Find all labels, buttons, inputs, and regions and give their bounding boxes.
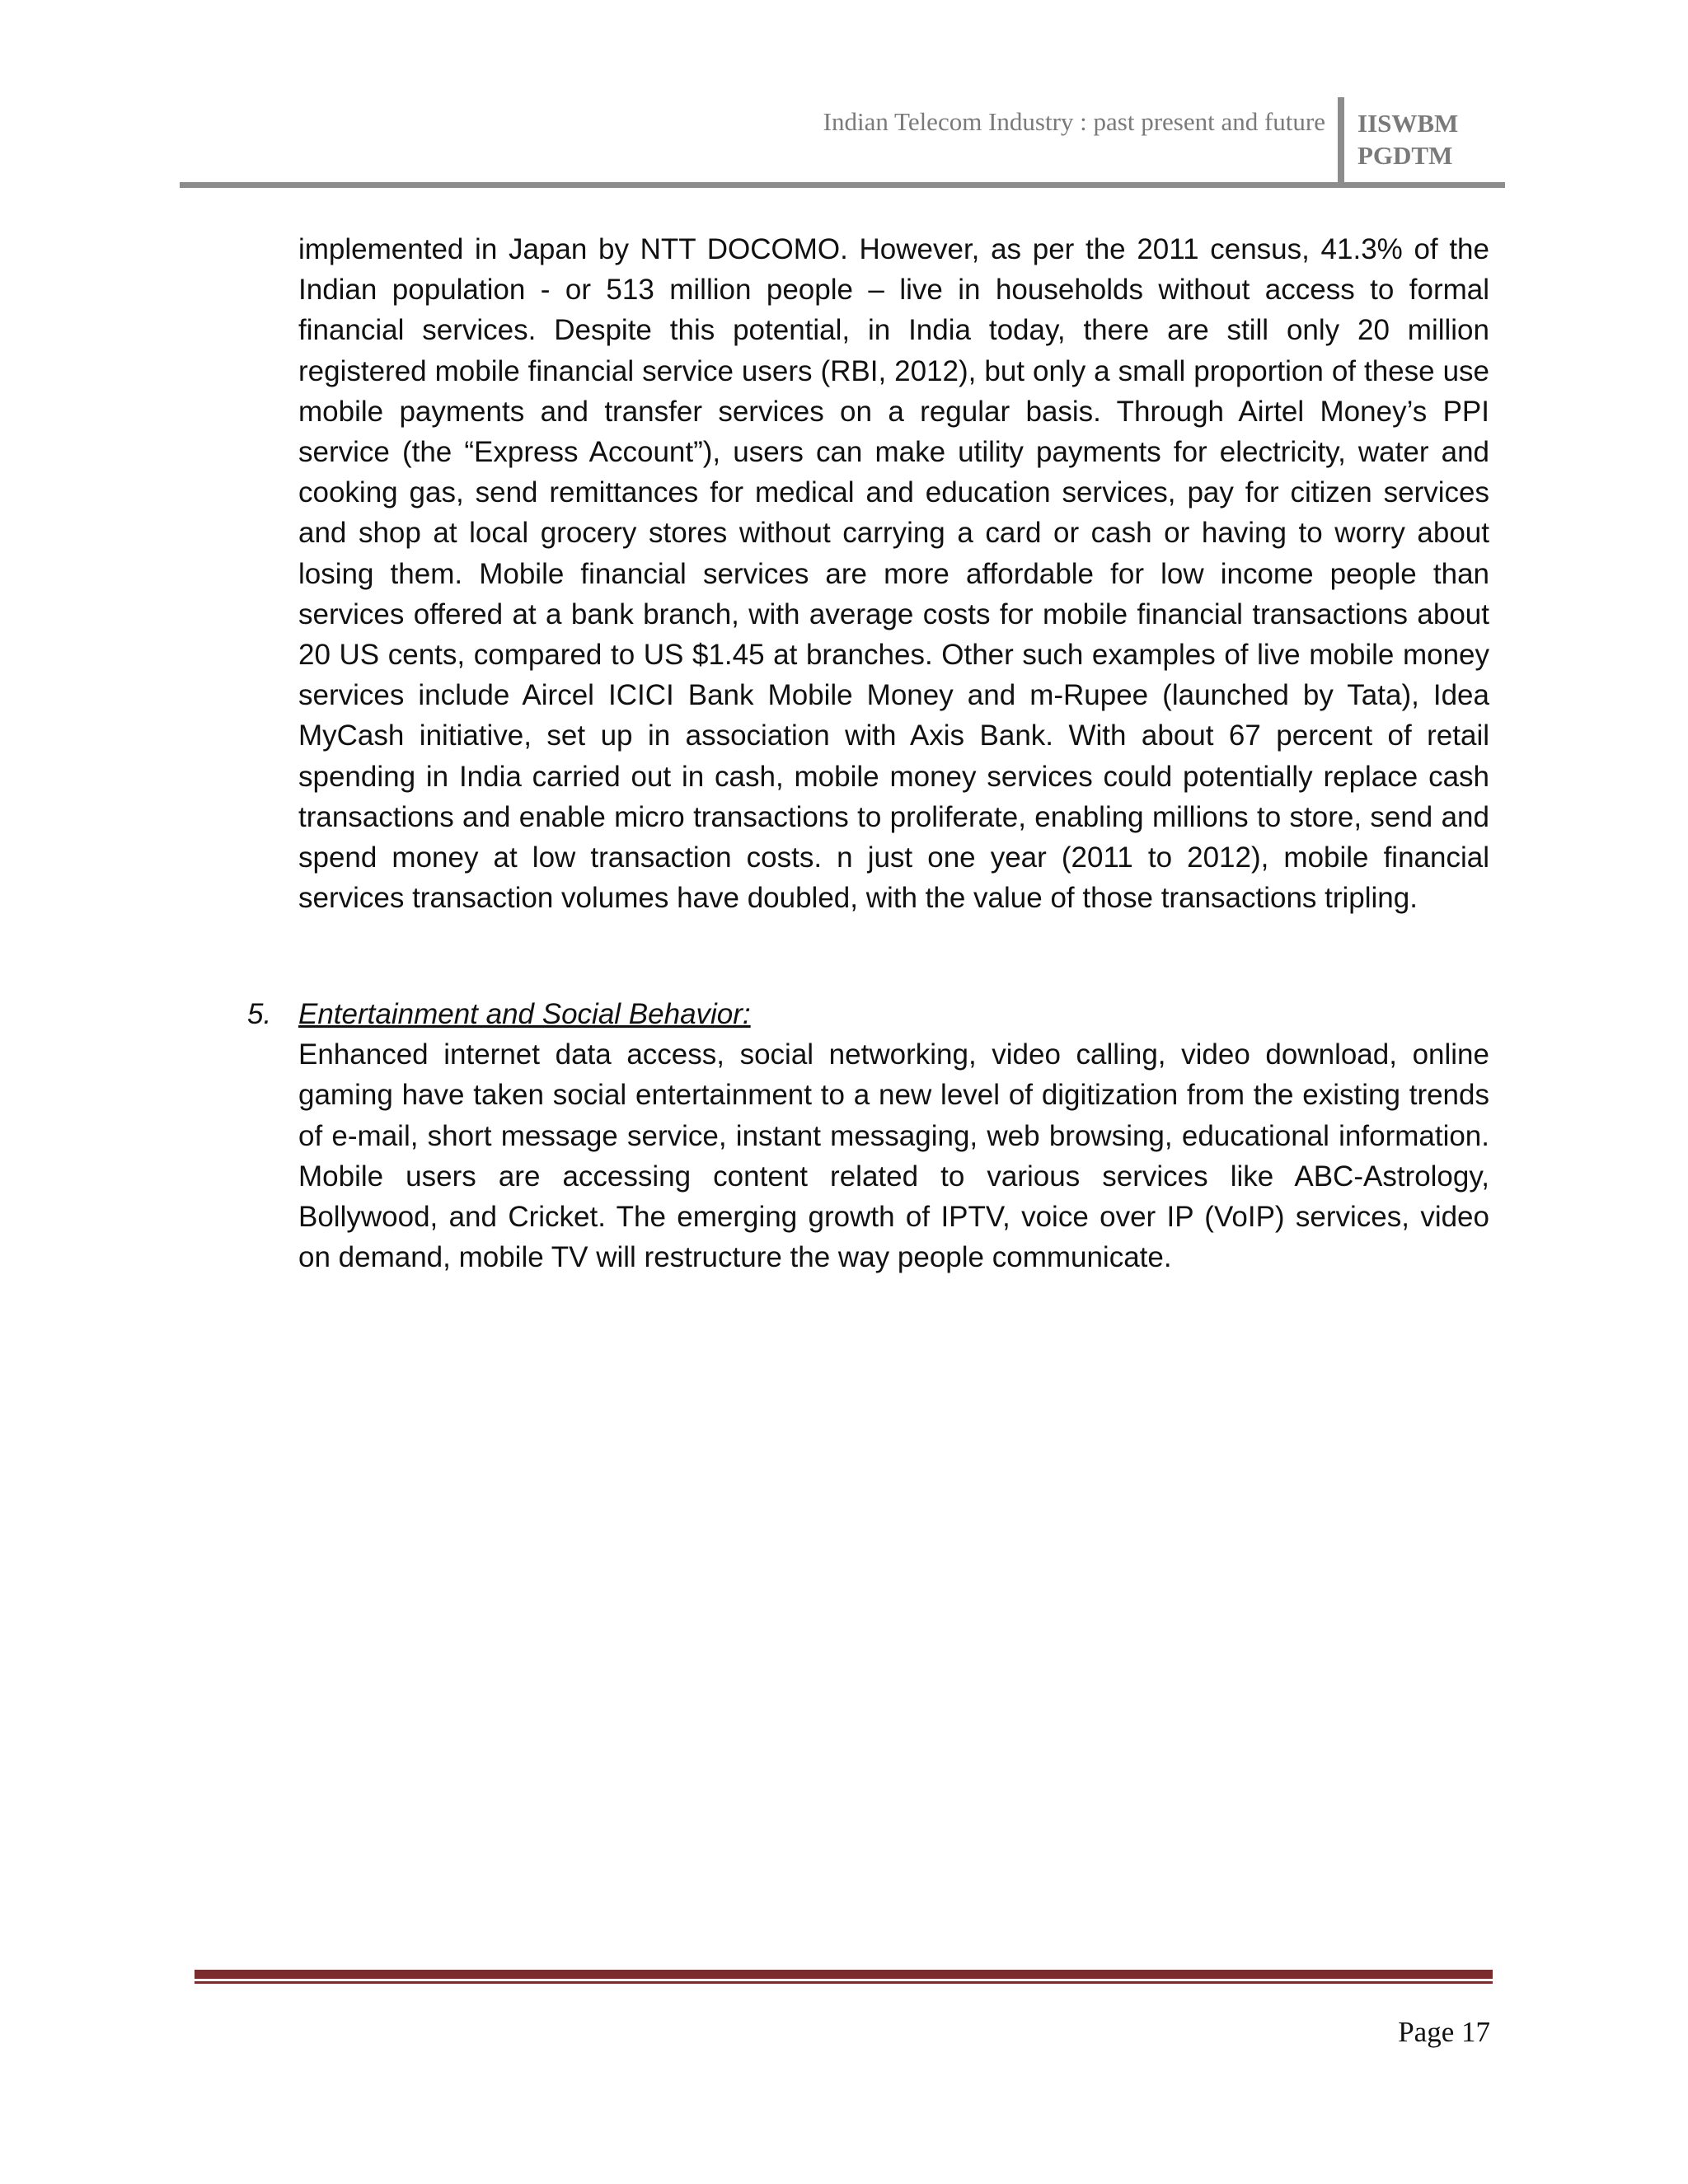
page-number: Page 17 [1398, 2016, 1490, 2048]
main-content [298, 229, 1489, 918]
section-body-paragraph: Enhanced internet data access, social networking, video calling, video download, online gaming have taken social entertainment to a new level of digitization from the existing trends of e-mail, short message service, instant messaging, web browsing, educational information. Mobile users are accessing content related to various services like ABC-Astrology, Bollywood, and Cricket. The emerging growth of IPTV, voice over IP (VoIP) services, video on demand, mobile TV will restructure the way people communicate. [298, 1038, 1489, 1274]
header-vertical-divider [1338, 97, 1344, 188]
footer-rule-thin [195, 1981, 1493, 1984]
body-paragraph: implemented in Japan by NTT DOCOMO. However, as per the 2011 census, 41.3% of the Indian population - or 513 million people – live in households without access to formal financial services. Despite this potential, in India today, there are still only 20 million registered mobile financial service users (RBI, 2012), but only a small proportion of these use mobile payments and transfer services on a regular basis. Through Airtel Money’s PPI service (the “Express Account”), users can make utility payments for electricity, water and cooking gas, send remittances for medical and education services, pay for citizen services and shop at local grocery stores without carrying a card or cash or having to worry about losing them. Mobile financial services are more affordable for low income people than services offered at a bank branch, with average costs for mobile financial transactions about 20 US cents, compared to US $1.45 at branches. Other such examples of live mobile money services include Aircel ICICI Bank Mobile Money and m-Rupee (launched by Tata), Idea MyCash initiative, set up in association with Axis Bank. With about 67 percent of retail spending in India carried out in cash, mobile money services could potentially replace cash transactions and enable micro transactions to proliferate, enabling millions to store, send and spend money at low transaction costs. n just one year (2011 to 2012), mobile financial services transaction volumes have doubled, with the value of those transactions tripling. [298, 233, 1489, 915]
section-number: 5. [247, 998, 272, 1030]
header-org-line2: PGDTM [1357, 141, 1453, 170]
section-5 [247, 994, 1489, 1277]
header-org-line1: IISWBM [1357, 109, 1459, 138]
header-rule [180, 182, 1505, 188]
header-organization [1357, 107, 1458, 171]
footer-rule-thick [195, 1970, 1493, 1979]
section-heading: Entertainment and Social Behavior: [298, 998, 751, 1030]
running-header-title: Indian Telecom Industry : past present and future [823, 107, 1325, 136]
